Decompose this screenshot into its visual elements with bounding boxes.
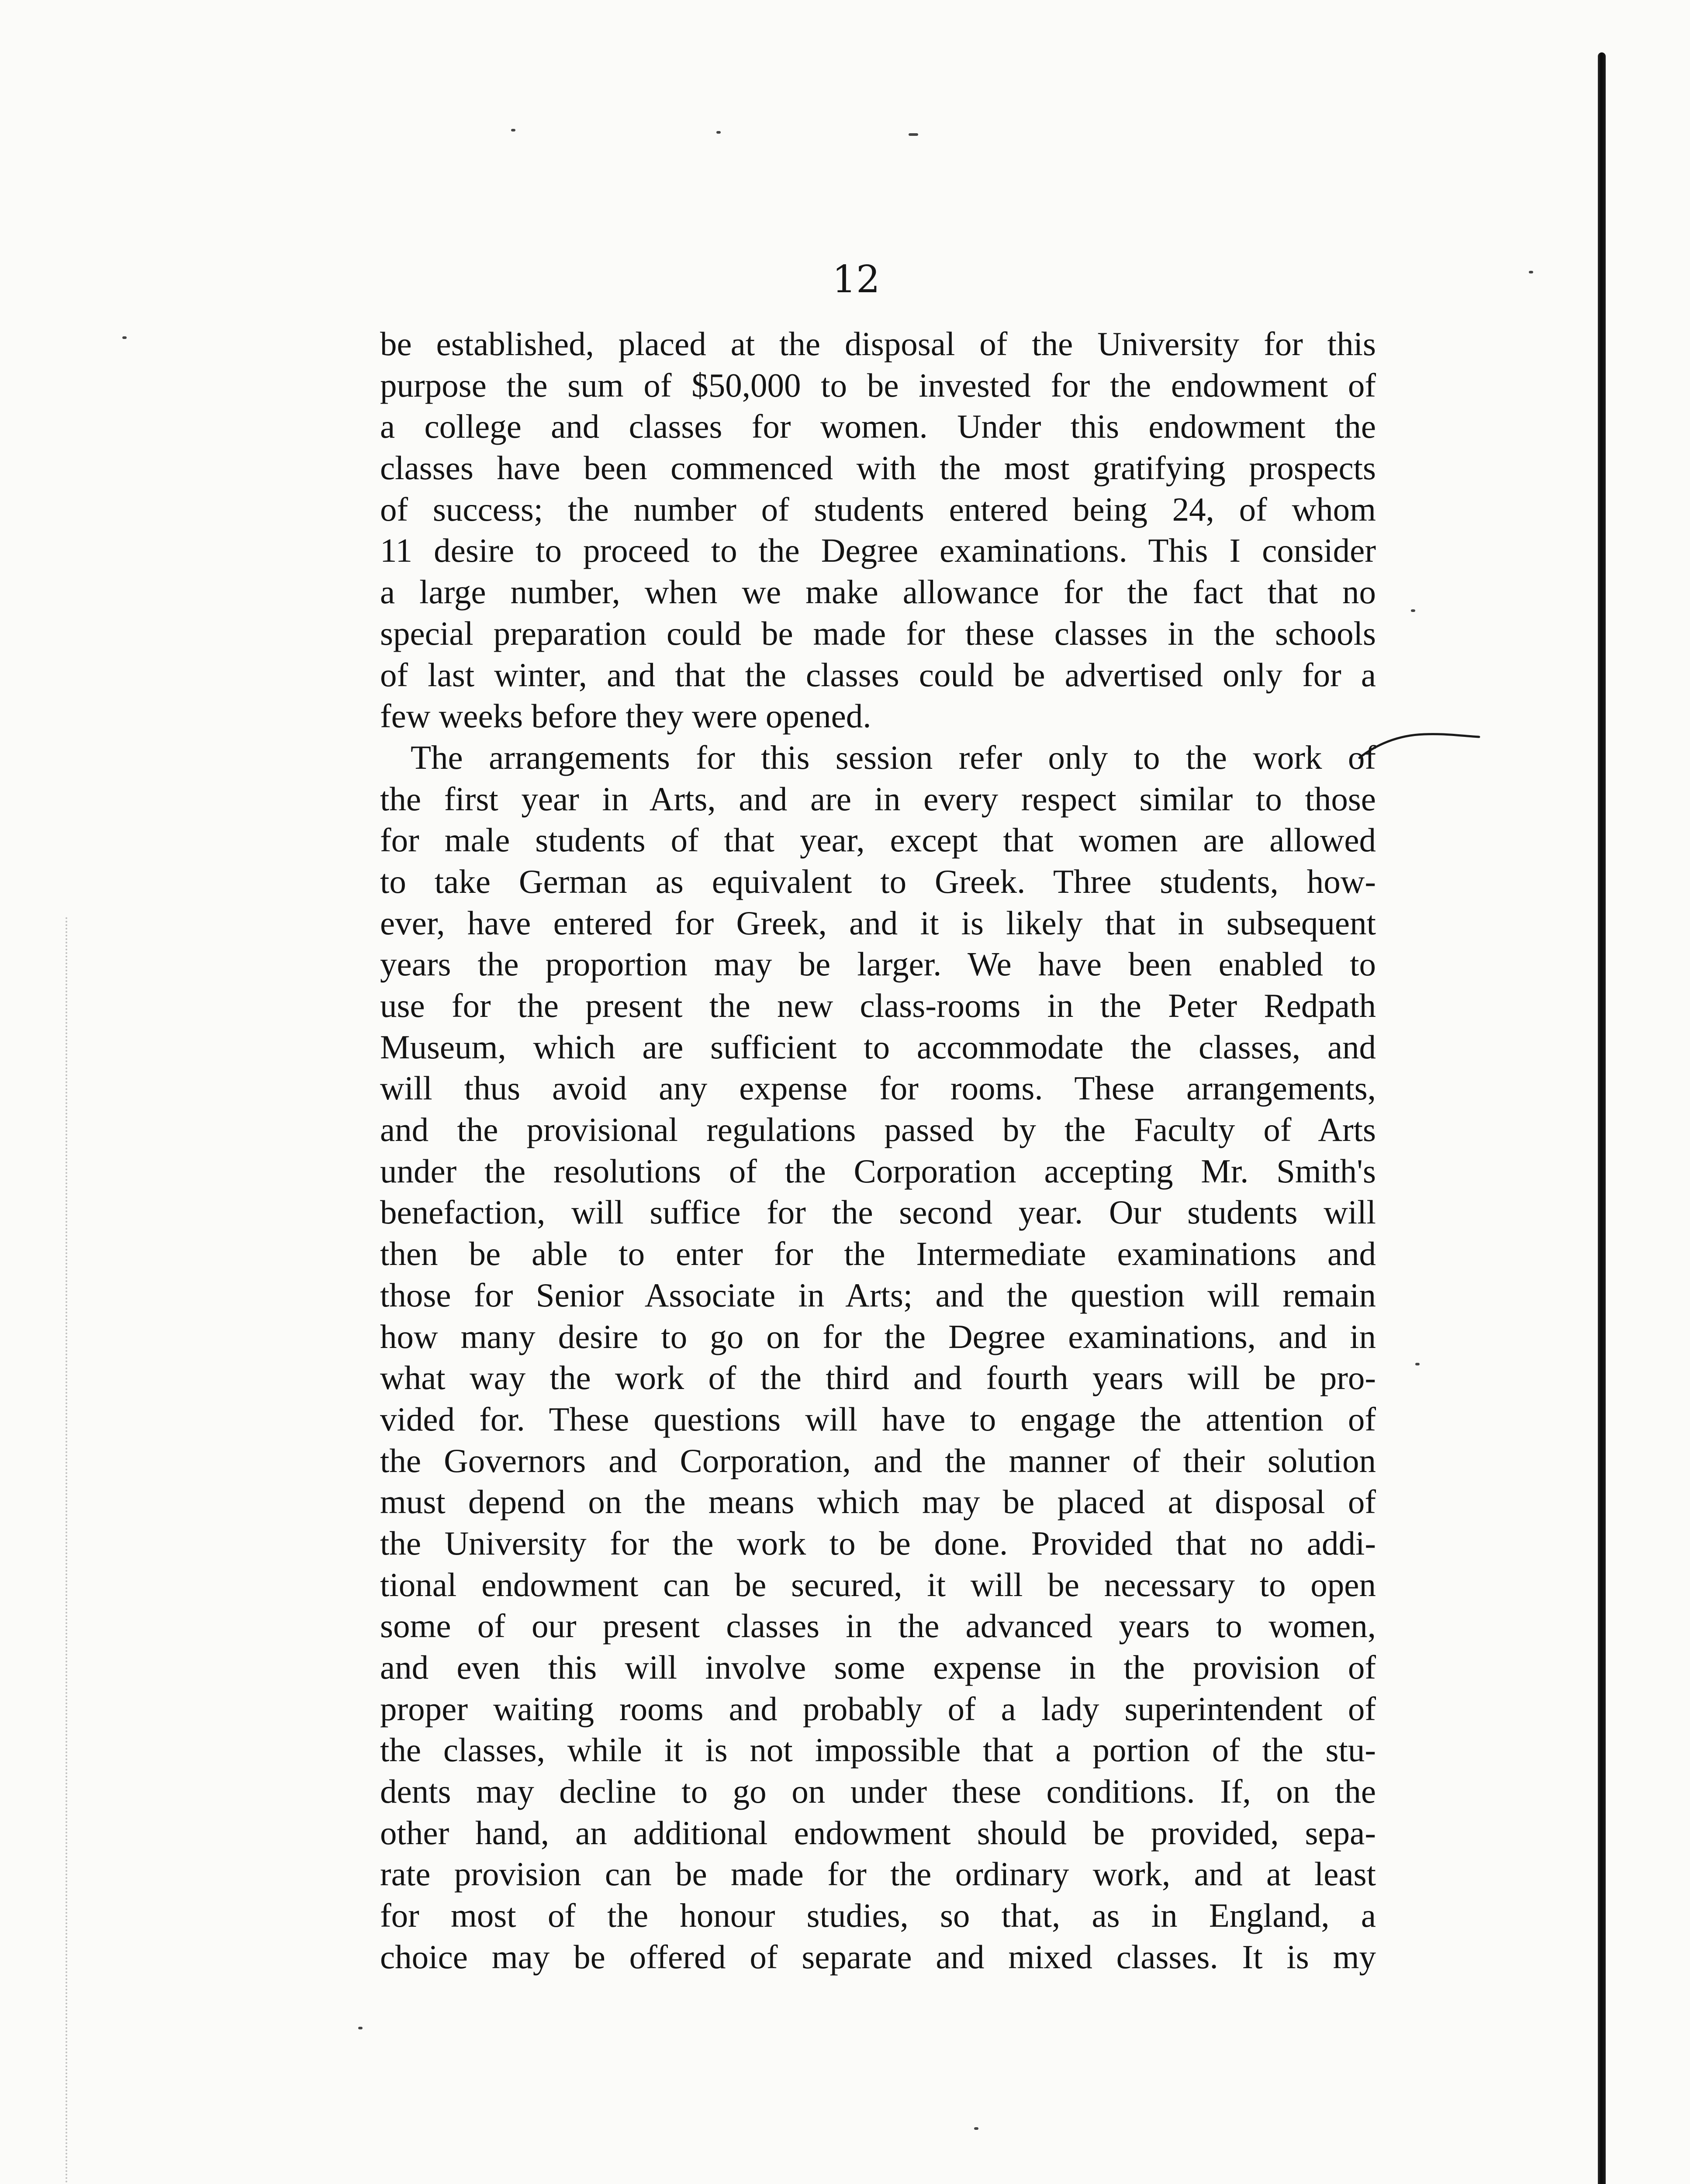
scan-speck bbox=[974, 2127, 978, 2130]
pencil-mark-icon bbox=[1358, 732, 1481, 767]
text-line: and even this will involve some expense in the provision of bbox=[380, 1648, 1376, 1686]
scan-speck bbox=[358, 2027, 363, 2029]
scan-speck bbox=[511, 129, 515, 131]
text-line: for most of the honour studies, so that, as in England, a bbox=[380, 1897, 1376, 1935]
scan-speck bbox=[1411, 609, 1415, 612]
text-line: The arrangements for this session refer only to the work of bbox=[411, 738, 1376, 776]
left-margin-specks bbox=[66, 917, 71, 2184]
scan-speck bbox=[122, 336, 127, 339]
text-line: some of our present classes in the advanced years to women, bbox=[380, 1607, 1376, 1645]
text-line: Museum, which are sufficient to accommodate the classes, and bbox=[380, 1028, 1376, 1066]
binding-edge-rule bbox=[1598, 52, 1606, 2184]
text-line: those for Senior Associate in Arts; and the question will remain bbox=[380, 1276, 1376, 1314]
scan-speck bbox=[1415, 1363, 1420, 1365]
scan-speck bbox=[909, 133, 918, 136]
text-line: rate provision can be made for the ordinary work, and at least bbox=[380, 1855, 1376, 1893]
text-line: what way the work of the third and fourth years will be pro- bbox=[380, 1359, 1376, 1397]
text-line: of last winter, and that the classes could be advertised only for a bbox=[380, 656, 1376, 694]
text-line: will thus avoid any expense for rooms. These arrangements, bbox=[380, 1069, 1376, 1107]
scan-speck bbox=[716, 131, 721, 134]
text-line: classes have been commenced with the most gratifying prospects bbox=[380, 449, 1376, 487]
text-line: few weeks before they were opened. bbox=[380, 697, 871, 735]
text-line: tional endowment can be secured, it will be necessary to open bbox=[380, 1565, 1376, 1603]
text-line: the classes, while it is not impossible that a portion of the stu- bbox=[380, 1731, 1376, 1769]
text-line: then be able to enter for the Intermediate examinations and bbox=[380, 1235, 1376, 1273]
text-line: the first year in Arts, and are in every respect similar to those bbox=[380, 780, 1376, 818]
text-line: proper waiting rooms and probably of a lady superintendent of bbox=[380, 1690, 1376, 1728]
text-line: for male students of that year, except that women are allowed bbox=[380, 821, 1376, 859]
text-line: special preparation could be made for these classes in the schools bbox=[380, 614, 1376, 652]
text-line: years the proportion may be larger. We have been enabled to bbox=[380, 945, 1376, 983]
text-line: of success; the number of students entered being 24, of whom bbox=[380, 490, 1376, 528]
text-line: the Governors and Corporation, and the manner of their solution bbox=[380, 1441, 1376, 1479]
text-line: must depend on the means which may be placed at disposal of bbox=[380, 1483, 1376, 1521]
text-line: purpose the sum of $50,000 to be invested for the endowment of bbox=[380, 366, 1376, 404]
text-line: 11 desire to proceed to the Degree examinations. This I consider bbox=[380, 532, 1376, 570]
text-line: ever, have entered for Greek, and it is likely that in subsequent bbox=[380, 904, 1376, 942]
scan-speck bbox=[1529, 271, 1533, 273]
text-line: a college and classes for women. Under this endowment the bbox=[380, 408, 1376, 446]
text-line: to take German as equivalent to Greek. Three students, how- bbox=[380, 862, 1376, 900]
text-line: the University for the work to be done. Provided that no addi- bbox=[380, 1524, 1376, 1562]
text-line: under the resolutions of the Corporation accepting Mr. Smith's bbox=[380, 1152, 1376, 1190]
page-number: 12 bbox=[832, 258, 880, 301]
text-line: and the provisional regulations passed by the Faculty of Arts bbox=[380, 1111, 1376, 1149]
text-line: use for the present the new class-rooms in the Peter Redpath bbox=[380, 987, 1376, 1024]
text-line: how many desire to go on for the Degree examinations, and in bbox=[380, 1317, 1376, 1355]
text-line: other hand, an additional endowment should be provided, sepa- bbox=[380, 1814, 1376, 1852]
text-line: a large number, when we make allowance for the fact that no bbox=[380, 573, 1376, 611]
text-line: be established, placed at the disposal of the University for this bbox=[380, 325, 1376, 363]
text-line: dents may decline to go on under these conditions. If, on the bbox=[380, 1773, 1376, 1811]
text-line: choice may be offered of separate and mixed classes. It is my bbox=[380, 1938, 1376, 1976]
body-text bbox=[380, 323, 1376, 1978]
text-line: vided for. These questions will have to engage the attention of bbox=[380, 1400, 1376, 1438]
text-line: benefaction, will suffice for the second year. Our students will bbox=[380, 1193, 1376, 1231]
